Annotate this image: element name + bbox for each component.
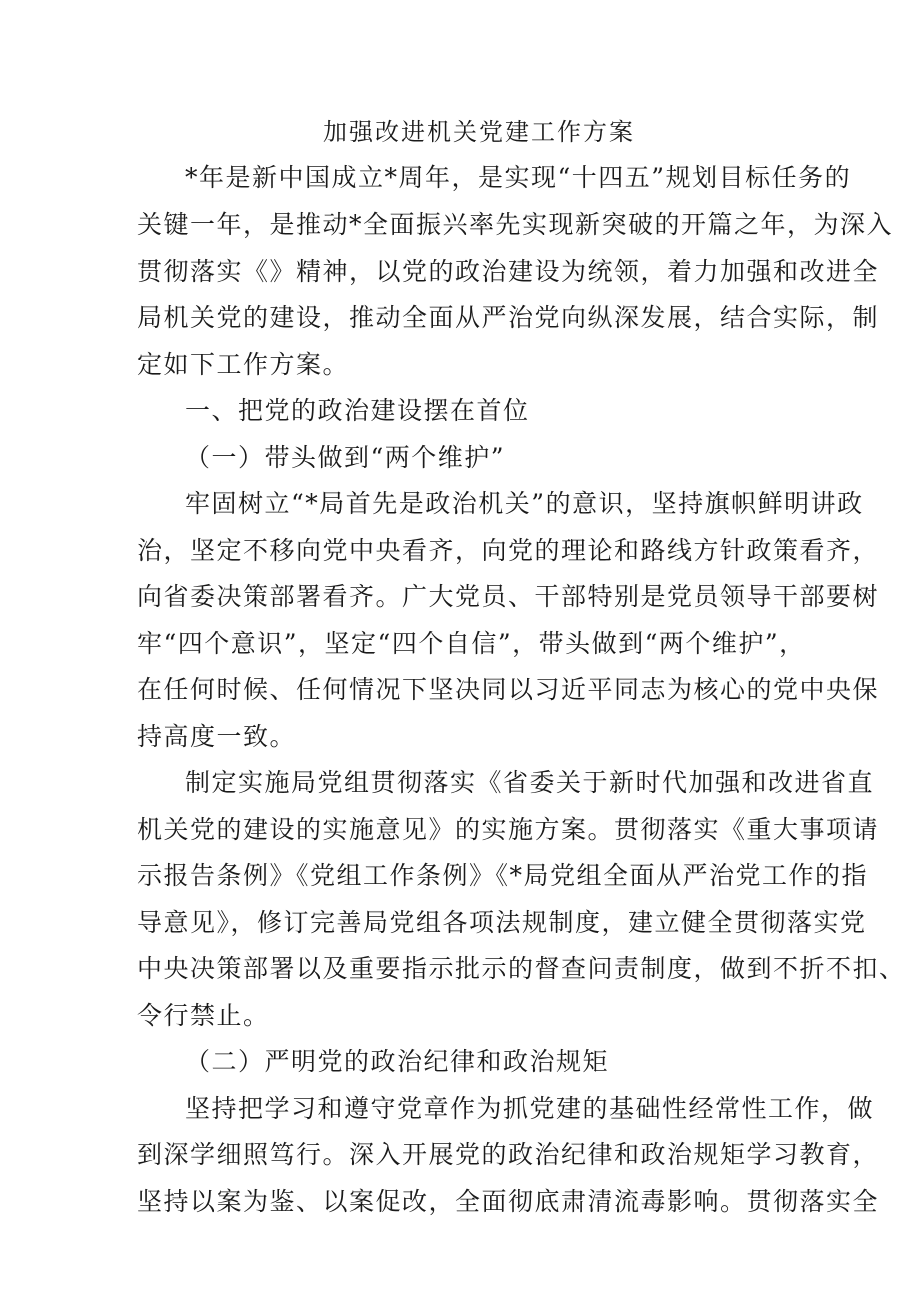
sub1-para2-line-2: 机关党的建设的实施意见》的实施方案。贯彻落实《重大事项请 — [137, 815, 880, 844]
sub1-para1-line-2: 治，坚定不移向党中央看齐，向党的理论和路线方针政策看齐， — [137, 536, 880, 565]
sub1-para1-line-5: 在任何时候、任何情况下坚决同以习近平同志为核心的党中央保 — [137, 675, 880, 704]
sub1-para2-line-6: 令行禁止。 — [137, 1001, 270, 1030]
sub2-para1-line-3: 坚持以案为鉴、以案促改，全面彻底肃清流毒影响。贯彻落实全 — [137, 1187, 880, 1216]
sub2-para1-line-1: 坚持把学习和遵守党章作为抓党建的基础性经常性工作，做 — [185, 1094, 875, 1123]
sub1-para1-line-1: 牢固树立“*局首先是政治机关”的意识，坚持旗帜鲜明讲政 — [185, 489, 864, 518]
sub1-para2-line-3: 示报告条例》《党组工作条例》《*局党组全面从严治党工作的指 — [137, 861, 869, 890]
subsection-heading-2: （二）严明党的政治纪律和政治规矩 — [185, 1047, 610, 1076]
subsection-heading-1: （一）带头做到“两个维护” — [185, 443, 506, 472]
sub1-para2-line-1: 制定实施局党组贯彻落实《省委关于新时代加强和改进省直 — [185, 768, 875, 797]
sub2-para1-line-2: 到深学细照笃行。深入开展党的政治纪律和政治规矩学习教育， — [137, 1140, 880, 1169]
sub1-para2-line-5: 中央决策部署以及重要指示批示的督查问责制度，做到不折不扣、 — [137, 954, 906, 983]
document-title: 加强改进机关党建工作方案 — [323, 118, 635, 146]
sub1-para1-line-3: 向省委决策部署看齐。广大党员、干部特别是党员领导干部要树 — [137, 582, 880, 611]
section-heading-1: 一、把党的政治建设摆在首位 — [185, 396, 530, 425]
sub1-para1-line-4: 牢“四个意识”，坚定“四个自信”，带头做到“两个维护”， — [137, 629, 806, 658]
sub1-para1-line-6: 持高度一致。 — [137, 722, 297, 751]
intro-line-5: 定如下工作方案。 — [137, 350, 350, 379]
intro-line-1: *年是新中国成立*周年，是实现“十四五”规划目标任务的 — [185, 163, 852, 192]
sub1-para2-line-4: 导意见》，修订完善局党组各项法规制度，建立健全贯彻落实党 — [137, 908, 867, 937]
intro-line-3: 贯彻落实《》精神，以党的政治建设为统领，着力加强和改进全 — [137, 257, 880, 286]
intro-line-2: 关键一年，是推动*全面振兴率先实现新突破的开篇之年，为深入 — [137, 210, 894, 239]
intro-line-4: 局机关党的建设，推动全面从严治党向纵深发展，结合实际，制 — [137, 303, 880, 332]
